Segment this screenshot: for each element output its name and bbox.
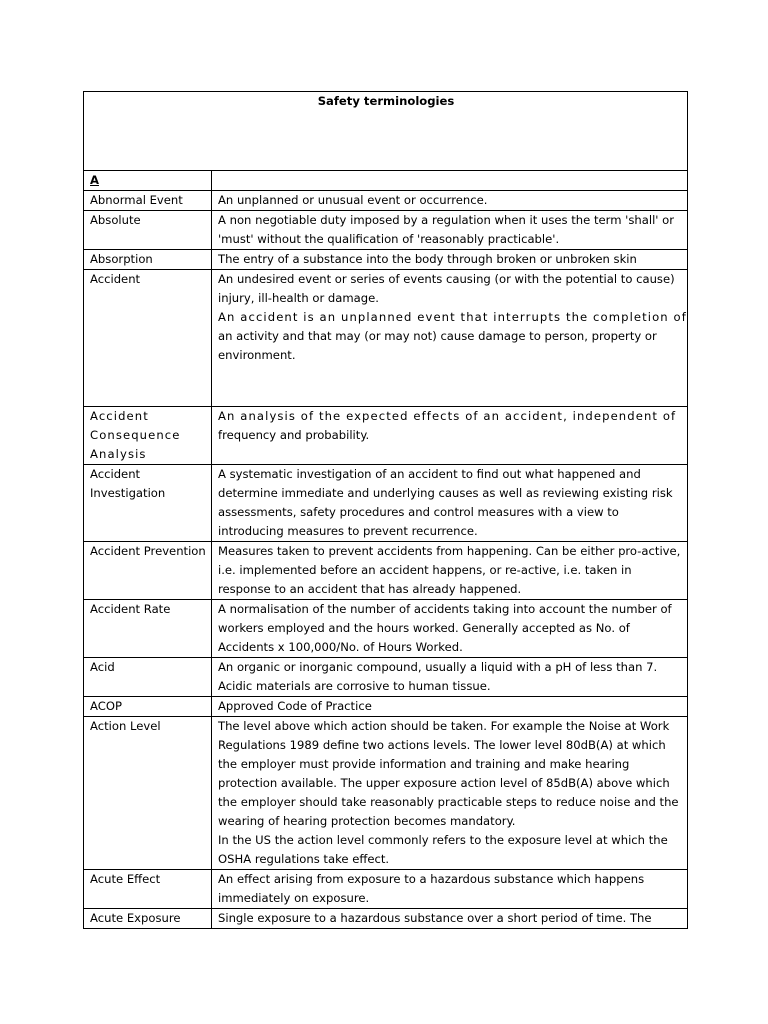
table-row [84, 870, 688, 909]
definition-text: An organic or inorganic compound, usually a liquid with a pH of less than 7. [218, 660, 658, 674]
table-row [84, 270, 688, 407]
section-letter: A [84, 171, 212, 191]
definition-text: environment. [218, 348, 296, 362]
definition-cell [212, 697, 688, 717]
term-cell [84, 870, 212, 909]
definition-text: OSHA regulations take effect. [218, 852, 390, 866]
term-cell [84, 270, 212, 407]
definition-text: frequency and probability. [218, 428, 370, 442]
term-text: Absolute [90, 213, 141, 227]
term-cell [84, 407, 212, 465]
definition-text: A non negotiable duty imposed by a regulation when it uses the term 'shall' or [218, 213, 675, 227]
definition-text: protection available. The upper exposure action level of 85dB(A) above which [218, 776, 670, 790]
term-text: Accident Prevention [90, 544, 206, 558]
definition-text: response to an accident that has already happened. [218, 582, 522, 596]
section-blank-cell [212, 171, 688, 191]
definition-text: Accidents x 100,000/No. of Hours Worked. [218, 640, 463, 654]
definition-text: an activity and that may (or may not) cause damage to person, property or [218, 329, 657, 343]
definition-text: Single exposure to a hazardous substance over a short period of time. The [218, 911, 652, 925]
table-title: Safety terminologies [84, 92, 688, 171]
definition-text: Approved Code of Practice [218, 699, 372, 713]
term-text: Accident [90, 467, 141, 481]
definition-text: In the US the action level commonly refers to the exposure level at which the [218, 833, 668, 847]
definition-text: Regulations 1989 define two actions levels. The lower level 80dB(A) at which [218, 738, 666, 752]
term-cell [84, 191, 212, 211]
definition-cell [212, 407, 688, 465]
table-row [84, 250, 688, 270]
definition-cell [212, 250, 688, 270]
definition-text: The entry of a substance into the body through broken or unbroken skin [218, 252, 637, 266]
term-text: Absorption [90, 252, 153, 266]
term-text: Analysis [90, 447, 147, 461]
definition-text: the employer should take reasonably practicable steps to reduce noise and the [218, 795, 679, 809]
definition-text: An undesired event or series of events causing (or with the potential to cause) [218, 272, 675, 286]
safety-terminology-table [83, 91, 688, 929]
term-cell [84, 542, 212, 600]
term-cell [84, 909, 212, 929]
definition-text: the employer must provide information and training and make hearing [218, 757, 630, 771]
definition-cell [212, 270, 688, 407]
definition-text: immediately on exposure. [218, 891, 370, 905]
definition-cell [212, 909, 688, 929]
definition-text: 'must' without the qualification of 'reasonably practicable'. [218, 232, 560, 246]
term-cell [84, 717, 212, 870]
term-cell [84, 211, 212, 250]
term-text: Investigation [90, 486, 166, 500]
term-cell [84, 465, 212, 542]
term-text: Accident [90, 409, 149, 423]
definition-text: An analysis of the expected effects of an accident, independent of [218, 409, 677, 423]
table-row [84, 407, 688, 465]
definition-cell [212, 717, 688, 870]
definition-cell [212, 211, 688, 250]
definition-text: An accident is an unplanned event that interrupts the completion of [218, 310, 687, 324]
definition-text: determine immediate and underlying causes as well as reviewing existing risk [218, 486, 673, 500]
term-text: Acid [90, 660, 115, 674]
definition-cell [212, 600, 688, 658]
term-text: Acute Exposure [90, 911, 181, 925]
definition-text: A normalisation of the number of accidents taking into account the number of [218, 602, 672, 616]
term-text: Consequence [90, 428, 181, 442]
definition-text: An effect arising from exposure to a hazardous substance which happens [218, 872, 645, 886]
term-cell [84, 250, 212, 270]
table-row [84, 191, 688, 211]
table-row [84, 717, 688, 870]
definition-text: i.e. implemented before an accident happens, or re-active, i.e. taken in [218, 563, 632, 577]
term-text: ACOP [90, 699, 122, 713]
definition-cell [212, 542, 688, 600]
definition-cell [212, 870, 688, 909]
definition-cell [212, 465, 688, 542]
term-text: Abnormal Event [90, 193, 183, 207]
term-cell [84, 658, 212, 697]
definition-text: assessments, safety procedures and control measures with a view to [218, 505, 619, 519]
term-text: Accident [90, 272, 141, 286]
term-text: Acute Effect [90, 872, 161, 886]
definition-text: workers employed and the hours worked. Generally accepted as No. of [218, 621, 630, 635]
definition-text: A systematic investigation of an accident to find out what happened and [218, 467, 641, 481]
definition-cell [212, 191, 688, 211]
table-row [84, 697, 688, 717]
term-text: Action Level [90, 719, 161, 733]
definition-text: injury, ill-health or damage. [218, 291, 379, 305]
table-row [84, 542, 688, 600]
table-row [84, 909, 688, 929]
definition-text: Acidic materials are corrosive to human tissue. [218, 679, 491, 693]
term-text: Accident Rate [90, 602, 171, 616]
definition-text: An unplanned or unusual event or occurrence. [218, 193, 488, 207]
definition-text: The level above which action should be taken. For example the Noise at Work [218, 719, 670, 733]
term-cell [84, 697, 212, 717]
table-row [84, 211, 688, 250]
title-row [84, 92, 688, 171]
definition-text: Measures taken to prevent accidents from happening. Can be either pro-active, [218, 544, 681, 558]
table-row [84, 658, 688, 697]
definition-cell [212, 658, 688, 697]
table-row [84, 465, 688, 542]
section-row [84, 171, 688, 191]
definition-text: introducing measures to prevent recurrence. [218, 524, 478, 538]
definition-text: wearing of hearing protection becomes mandatory. [218, 814, 516, 828]
table-row [84, 600, 688, 658]
term-cell [84, 600, 212, 658]
